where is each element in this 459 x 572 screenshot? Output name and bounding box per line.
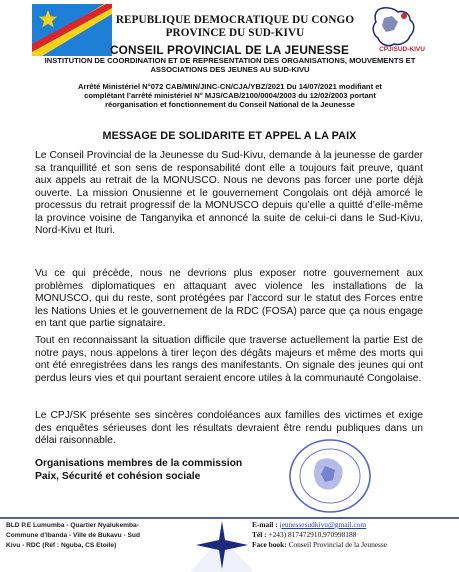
signatory-line: Organisations membres de la commission	[35, 458, 243, 469]
decree-reference	[20, 82, 440, 109]
footer-contacts	[252, 520, 452, 550]
facebook-row	[252, 540, 452, 550]
logo-caption: CPJ/SUD-KIVU	[379, 46, 425, 53]
decree-line: Arrêté Ministériel N°072 CAB/MIN/JINC-CN/CJA/YBZ/2021 Du 14/07/2021 modifiant et	[78, 82, 382, 91]
facebook-label: Face book:	[252, 540, 287, 549]
email-link[interactable]: jeunessesudkivu@gmail.com	[279, 520, 367, 529]
council-name: CONSEIL PROVINCIAL DE LA JEUNESSE	[109, 43, 350, 57]
institution-line: ASSOCIATIONS DES JEUNES AU SUD-KIVU	[150, 65, 310, 74]
province-name: PROVINCE DU SUD-KIVU	[165, 26, 305, 39]
email-row	[252, 520, 452, 530]
phone-row	[252, 530, 452, 540]
message-paragraph: Le CPJ/SK présente ses sincères condoléances aux familles des victimes et exige des enquêtes sérieuses dont les résultats devraient être rendu publiques dans un délai raisonnable.	[35, 410, 423, 446]
message-paragraph: Tout en reconnaissant la situation difficile que traverse actuellement la partie Est de notre pays, nous appelons à tirer leçon des dégâts majeurs et même des morts qui ont été enregistrées dans les rangs des manifestants. On signale des jeunes qui ont perdus leurs vies et qui pourtant seraient encore utiles à la communauté Congolaise.	[35, 335, 423, 384]
letterhead-republic	[100, 14, 370, 39]
institution-description	[20, 56, 440, 74]
decree-line: réorganisation et fonctionnement du Conseil National de la Jeunesse	[105, 100, 355, 109]
footer-address	[6, 521, 191, 551]
phone-label: Tél :	[252, 530, 267, 539]
address-line: Kivu - RDC (Réf : Nguba, CS Etoile)	[6, 542, 117, 549]
address-line: Commune d’Ibanda - Ville de Bukavu - Sud	[6, 532, 140, 539]
email-label: E-mail :	[252, 520, 278, 529]
official-stamp-icon	[285, 436, 375, 516]
republic-name: REPUBLIQUE DEMOCRATIQUE DU CONGO	[115, 14, 355, 26]
signatory-block	[35, 457, 255, 483]
address-line: BLD P.E Lumumba - Quartier Nyalukemba-	[6, 522, 139, 529]
facebook-page[interactable]: Conseil Provincial de la Jeunesse	[288, 540, 388, 549]
message-paragraph: Le Conseil Provincial de la Jeunesse du Sud-Kivu, demande à la jeunesse de garder sa tranquillité et son sens de responsabilité dont elle a toujours fait preuve, quant aux appels au retrait de la MONUSCO. Nous ne devons pas forcer une porte déjà ouverte. La mission Onusienne et le gouvernement Congolais ont déjà amorcé le processus du retrait progressif de la MONUSCO depuis qu’elle a quitté d’elle-même la province voisine de Tanganyika et annoncé la suite de celui-ci dans le Sud-Kivu, Nord-Kivu et Ituri.	[35, 150, 423, 236]
decree-line: complétant l’arrêté ministériel N° MJS/CAB/2100/0004/2003 du 12/02/2003 portant	[84, 91, 376, 100]
star-emblem-icon	[196, 521, 248, 569]
phone-number: +243) 817472910,970998188	[268, 530, 357, 539]
institution-line: INSTITUTION DE COORDINATION ET DE REPRESENTATION DES ORGANISATIONS, MOUVEMENTS ET	[44, 56, 416, 65]
signatory-line: Paix, Sécurité et cohésion sociale	[35, 471, 201, 482]
message-paragraph: Vu ce qui précède, nous ne devrions plus exposer notre gouvernement aux problèmes diplomatiques en attaquant avec violence les installations de la MONUSCO, qui du reste, sont protégées par l’accord sur le statut des Forces entre les Nations Unies et le gouvernement de la RDC (FOSA) parce que ça nous engage en tant que partie signataire.	[35, 268, 423, 329]
message-title: MESSAGE DE SOLIDARITE ET APPEL A LA PAIX	[102, 130, 357, 142]
